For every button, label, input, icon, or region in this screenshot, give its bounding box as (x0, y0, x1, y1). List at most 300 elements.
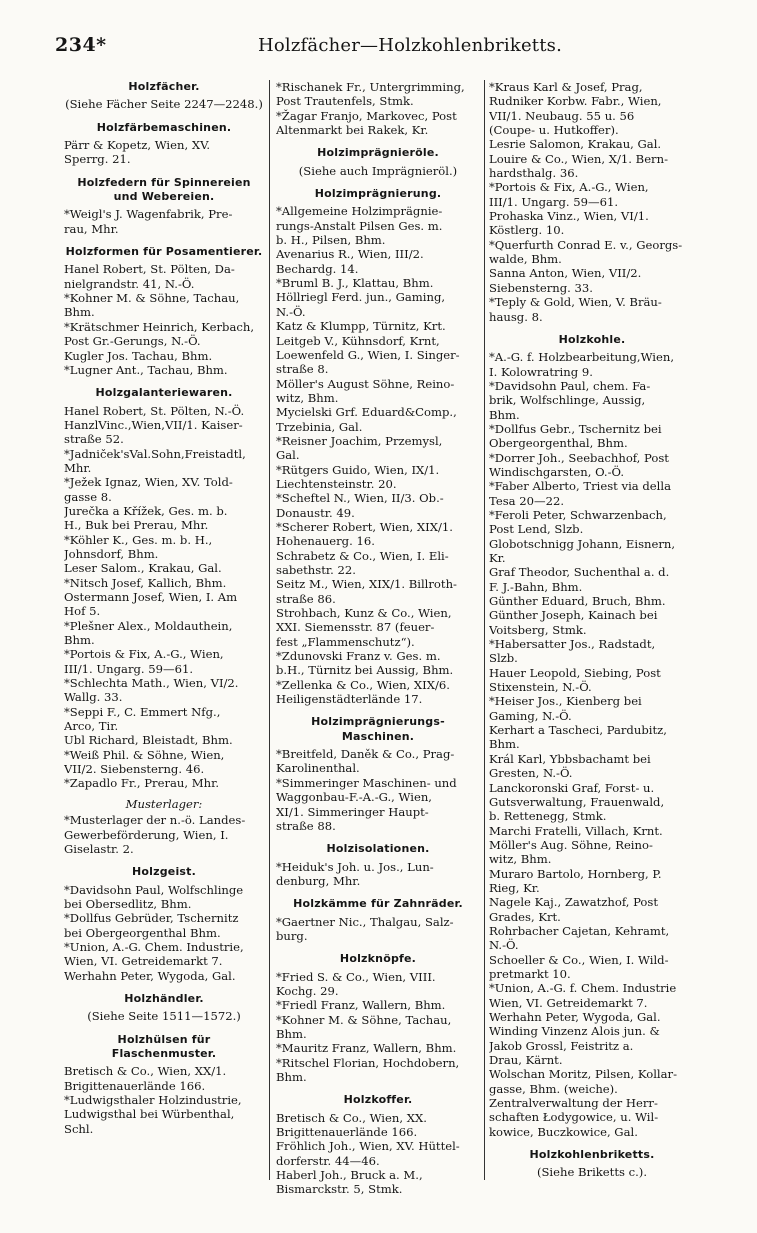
entry-line: Obergeorgenthal, Bhm. (489, 436, 628, 451)
directory-entry (64, 1093, 264, 1136)
directory-entry (276, 80, 480, 109)
directory-entry (64, 590, 264, 619)
directory-entry (276, 204, 480, 247)
directory-entry (64, 349, 264, 363)
entry-line: gasse 8. (64, 489, 112, 504)
entry-line: Bechardg. 14. (276, 261, 359, 276)
entry-line: N.-Ö. (276, 304, 306, 319)
entry-line: Heiligenstädterlände 17. (276, 692, 423, 707)
entry-line: (Coupe- u. Hutkoffer). (489, 123, 619, 138)
column-1 (64, 80, 264, 1220)
entry-line: *Breitfeld, Daněk & Co., Prag- (276, 747, 455, 762)
directory-entry (276, 1139, 480, 1168)
entry-line: Gewerbeförderung, Wien, I. (64, 827, 229, 842)
directory-entry (276, 970, 480, 999)
entry-line: *Portois & Fix, A.-G., Wien, (64, 647, 224, 662)
entry-line: Winding Vinzenz Alois jun. & (489, 1024, 660, 1039)
entry-line: gasse, Bhm. (weiche). (489, 1081, 618, 1096)
directory-entry (489, 266, 695, 295)
entry-line: VII/2. Siebensterng. 46. (64, 762, 205, 777)
entry-line: Prohaska Vinz., Wien, VI/1. (489, 209, 649, 224)
directory-entry (64, 320, 264, 349)
directory-entry (489, 209, 695, 238)
directory-entry (276, 577, 480, 606)
directory-entry (64, 418, 264, 447)
entry-line: Hohenauerg. 16. (276, 534, 375, 549)
entry-line: Schl. (64, 1121, 94, 1136)
entry-line: Ostermann Josef, Wien, I. Am (64, 590, 238, 604)
entry-line: Waggonbau-F.-A.-G., Wien, (276, 790, 432, 805)
directory-entry (276, 434, 480, 463)
directory-entry (64, 447, 264, 476)
entry-line: straße 8. (276, 362, 329, 377)
directory-entry (64, 404, 264, 418)
section-heading: Holzformen für Posamentierer. (65, 245, 263, 259)
directory-entry (276, 1013, 480, 1042)
directory-entry (276, 915, 480, 944)
directory-entry (276, 377, 480, 406)
directory-entry (64, 207, 264, 236)
entry-line: straße 88. (276, 818, 336, 833)
entry-line: *Dollfus Gebr., Tschernitz bei (489, 421, 662, 436)
entry-line: Bhm. (489, 737, 520, 752)
directory-entry (489, 350, 695, 379)
directory-entry (276, 348, 480, 377)
directory-entry (489, 694, 695, 723)
entry-line: *Köhler K., Ges. m. b. H., (64, 532, 213, 547)
directory-entry (64, 733, 264, 747)
entry-line: Schoeller & Co., Wien, I. Wild- (489, 952, 669, 967)
entry-line: sabethstr. 22. (276, 563, 356, 577)
entry-line: Köstlerg. 10. (489, 223, 565, 238)
directory-entry (489, 838, 695, 867)
directory-entry (489, 379, 695, 422)
entry-line: XXI. Siemensstr. 87 (feuer- (276, 620, 435, 635)
entry-line: Slzb. (489, 651, 518, 666)
entry-line: Leser Salom., Krakau, Gal. (64, 561, 222, 576)
directory-entry (276, 491, 480, 520)
entry-line: *Lugner Ant., Tachau, Bhm. (64, 362, 228, 377)
entry-line: Loewenfeld G., Wien, I. Singer- (276, 347, 460, 362)
entry-line: Katz & Klumpp, Türnitz, Krt. (276, 319, 446, 334)
entry-line: Siebensterng. 33. (489, 280, 593, 295)
directory-entry (276, 747, 480, 776)
section-heading: Holzfärbemaschinen. (96, 120, 232, 134)
entry-line: Bismarckstr. 5, Stmk. (276, 1182, 403, 1197)
entry-line: Möller's Aug. Söhne, Reino- (489, 837, 653, 852)
entry-line: nielgrandstr. 41, N.-Ö. (64, 276, 195, 291)
entry-line: Post Lend, Slzb. (489, 522, 584, 537)
entry-line: Bhm. (489, 407, 520, 422)
directory-entry (276, 405, 480, 434)
entry-line: Fröhlich Joh., Wien, XV. Hüttel- (276, 1139, 460, 1154)
entry-line: Giselastr. 2. (64, 841, 134, 856)
entry-line: H., Buk bei Prerau, Mhr. (64, 518, 209, 533)
entry-line: Höllriegl Ferd. jun., Gaming, (276, 290, 446, 305)
entry-line: *Musterlager der n.-ö. Landes- (64, 813, 246, 828)
directory-entry (276, 860, 480, 889)
entry-line: *Kohner M. & Söhne, Tachau, (64, 291, 240, 306)
entry-line: *Fried S. & Co., Wien, VIII. (276, 969, 436, 984)
entry-line: Rohrbacher Cajetan, Kehramt, (489, 923, 670, 938)
entry-line: b.H., Türnitz bei Aussig, Bhm. (276, 663, 454, 678)
directory-entry (489, 924, 695, 953)
entry-line: bei Obergeorgenthal Bhm. (64, 925, 221, 940)
cross-reference: (Siehe Seite 1511—1572.) (87, 1009, 241, 1024)
entry-line: F. J.-Bahn, Bhm. (489, 579, 583, 594)
entry-line: Ludwigsthal bei Würbenthal, (64, 1107, 235, 1122)
entry-line: *Kohner M. & Söhne, Tachau, (276, 1012, 452, 1027)
directory-entry (489, 295, 695, 324)
section-heading: Holzhändler. (124, 991, 204, 1005)
entry-line: *Mauritz Franz, Wallern, Bhm. (276, 1041, 457, 1056)
directory-entry (489, 422, 695, 451)
entry-line: Sperrg. 21. (64, 152, 131, 167)
section-heading: Holzgalanteriewaren. (95, 386, 233, 400)
section-heading: Holzfächer. (128, 80, 200, 93)
entry-line: *Krätschmer Heinrich, Kerbach, (64, 319, 255, 334)
entry-line: straße 52. (64, 432, 124, 447)
entry-line: Nagele Kaj., Zawatzhof, Post (489, 895, 659, 910)
entry-line: Hof 5. (64, 604, 101, 619)
cross-reference: (Siehe auch Imprägnieröl.) (298, 163, 458, 178)
directory-entry (64, 647, 264, 676)
entry-line: Brigittenauerlände 166. (276, 1125, 418, 1140)
entry-line: Werhahn Peter, Wygoda, Gal. (489, 1010, 661, 1024)
entry-line: *Simmeringer Maschinen- und (276, 775, 457, 790)
entry-line: Mhr. (64, 460, 92, 475)
entry-line: Rieg, Kr. (489, 880, 540, 895)
entry-line: Grades, Krt. (489, 909, 561, 924)
entry-line: Pärr & Kopetz, Wien, XV. (64, 138, 211, 153)
entry-line: *Union, A.-G. f. Chem. Industrie (489, 981, 677, 996)
entry-line: Wolschan Moritz, Pilsen, Kollar- (489, 1067, 678, 1082)
entry-line: *Weigl's J. Wagenfabrik, Pre- (64, 207, 233, 222)
section-heading: Holzgeist. (131, 865, 197, 879)
entry-line: Tesa 20—22. (489, 493, 565, 508)
entry-line: fest „Flammenschutz“). (276, 634, 415, 649)
directory-entry (64, 576, 264, 590)
directory-entry (64, 561, 264, 575)
entry-line: *Scheftel N., Wien, II/3. Ob.- (276, 491, 444, 506)
directory-entry (64, 748, 264, 777)
entry-line: *Teply & Gold, Wien, V. Bräu- (489, 295, 662, 310)
entry-line: *Gaertner Nic., Thalgau, Salz- (276, 914, 454, 929)
entry-line: rungs-Anstalt Pilsen Ges. m. (276, 218, 443, 233)
directory-entry (489, 180, 695, 209)
entry-line: *Union, A.-G. Chem. Industrie, (64, 939, 244, 954)
entry-line: *Kraus Karl & Josef, Prag, (489, 80, 643, 94)
entry-line: walde, Bhm. (489, 252, 562, 267)
directory-entry (276, 776, 480, 833)
entry-line: Gresten, N.-Ö. (489, 766, 573, 781)
entry-line: Ubl Richard, Bleistadt, Bhm. (64, 733, 233, 748)
section-heading: Holzkämme für Zahnräder. (293, 897, 463, 911)
entry-line: Bhm. (64, 633, 95, 648)
directory-entry (489, 895, 695, 924)
entry-line: b. H., Pilsen, Bhm. (276, 233, 386, 248)
entry-line: Donaustr. 49. (276, 505, 355, 520)
directory-entry (276, 606, 480, 649)
entry-line: *Habersatter Jos., Radstadt, (489, 637, 656, 652)
entry-line: pretmarkt 10. (489, 966, 571, 981)
section-heading: Holzknöpfe. (339, 952, 417, 966)
entry-line: Brigittenauerlände 166. (64, 1078, 206, 1093)
entry-line: Kr. (489, 551, 506, 565)
entry-line: Kugler Jos. Tachau, Bhm. (64, 348, 213, 363)
entry-line: Muraro Bartolo, Hornberg, P. (489, 866, 662, 881)
entry-line: *Portois & Fix, A.-G., Wien, (489, 180, 649, 195)
entry-line: Kochg. 29. (276, 983, 339, 998)
directory-entry (64, 533, 264, 562)
directory-entry (64, 262, 264, 291)
entry-line: Lanckoronski Graf, Forst- u. (489, 780, 655, 795)
directory-entry (276, 463, 480, 492)
entry-line: Karolinenthal. (276, 761, 360, 776)
entry-line: Lesrie Salomon, Krakau, Gal. (489, 137, 662, 152)
entry-line: *Weiß Phil. & Söhne, Wien, (64, 747, 225, 762)
section-heading: Holzimprägnierung. (314, 187, 442, 201)
entry-line: *Ježek Ignaz, Wien, XV. Told- (64, 475, 233, 490)
directory-entry (64, 883, 264, 912)
entry-line: *Rütgers Guido, Wien, IX/1. (276, 462, 440, 477)
directory-entry (64, 619, 264, 648)
directory-entry (489, 508, 695, 537)
entry-line: denburg, Mhr. (276, 873, 361, 888)
entry-line: Louire & Co., Wien, X/1. Bern- (489, 151, 668, 166)
entry-line: *Feroli Peter, Schwarzenbach, (489, 507, 667, 522)
entry-line: Jurečka a Křížek, Ges. m. b. (64, 503, 228, 518)
entry-line: *Querfurth Conrad E. v., Georgs- (489, 237, 683, 252)
running-title: Holzfächer—Holzkohlenbriketts. (257, 35, 563, 56)
entry-line: *Dorrer Joh., Seebachhof, Post (489, 450, 669, 465)
entry-line: Gutsverwaltung, Frauenwald, (489, 794, 665, 809)
entry-line: HanzlVinc.,Wien,VII/1. Kaiser- (64, 417, 243, 432)
section-heading: Holzfedern für Spinnereien und Webereien. (77, 175, 251, 204)
subheading: Musterlager: (125, 796, 203, 811)
entry-line: III/1. Ungarg. 59—61. (489, 194, 619, 209)
entry-line: *Nitsch Josef, Kallich, Bhm. (64, 575, 227, 590)
entry-line: Avenarius R., Wien, III/2. (276, 247, 424, 262)
entry-line: Wallg. 33. (64, 690, 123, 705)
entry-line: Bhm. (276, 1070, 307, 1084)
directory-entry (489, 867, 695, 896)
entry-line: Schrabetz & Co., Wien, I. Eli- (276, 548, 449, 563)
directory-entry (489, 1067, 695, 1096)
entry-line: hausg. 8. (489, 309, 543, 324)
entry-line: *Bruml B. J., Klattau, Bhm. (276, 276, 434, 291)
entry-line: Hanel Robert, St. Pölten, Da- (64, 262, 235, 277)
directory-entry (489, 238, 695, 267)
entry-line: *Zellenka & Co., Wien, XIX/6. (276, 677, 450, 692)
directory-entry (276, 1168, 480, 1197)
entry-line: *Reisner Joachim, Przemysl, (276, 433, 443, 448)
entry-line: bei Obersedlitz, Bhm. (64, 896, 192, 911)
entry-line: burg. (276, 928, 308, 943)
directory-entry (64, 969, 264, 983)
entry-line: *Rischanek Fr., Untergrimming, (276, 80, 465, 94)
entry-line: Marchi Fratelli, Villach, Krnt. (489, 823, 663, 838)
entry-line: I. Kolowratring 9. (489, 364, 593, 379)
entry-line: Wien, VI. Getreidemarkt 7. (489, 995, 648, 1010)
cross-reference: (Siehe Fächer Seite 2247—2248.) (65, 97, 263, 112)
directory-entry (276, 1041, 480, 1055)
directory-entry (489, 1096, 695, 1139)
directory-entry (489, 479, 695, 508)
entry-line: *Zdunovski Franz v. Ges. m. (276, 649, 441, 664)
directory-entry (276, 520, 480, 549)
entry-line: *Plešner Alex., Moldauthein, (64, 618, 233, 633)
entry-line: *A.-G. f. Holzbearbeitung,Wien, (489, 350, 675, 365)
page-number: 234* (55, 34, 107, 56)
directory-entry (489, 1024, 695, 1067)
entry-line: Altenmarkt bei Rakek, Kr. (276, 123, 429, 138)
entry-line: Gal. (276, 448, 300, 463)
entry-line: witz, Bhm. (489, 852, 552, 867)
entry-line: Bretisch & Co., Wien, XX/1. (64, 1064, 227, 1079)
entry-line: Trzebinia, Gal. (276, 419, 363, 434)
directory-entry (276, 247, 480, 276)
directory-entry (64, 676, 264, 705)
directory-entry (489, 953, 695, 982)
directory-entry (276, 334, 480, 348)
directory-entry (64, 705, 264, 734)
entry-line: *Heiser Jos., Kienberg bei (489, 694, 642, 709)
entry-line: Hauer Leopold, Siebing, Post (489, 665, 661, 680)
column-rule (484, 80, 485, 1180)
directory-entry (276, 678, 480, 707)
directory-entry (489, 723, 695, 752)
entry-line: Strohbach, Kunz & Co., Wien, (276, 606, 452, 621)
entry-line: *Seppi F., C. Emmert Nfg., (64, 704, 221, 719)
entry-line: *Žagar Franjo, Markovec, Post (276, 108, 457, 123)
directory-entry (64, 1064, 264, 1093)
entry-line: brik, Wolfschlinge, Aussig, (489, 393, 646, 408)
directory-entry (64, 940, 264, 969)
directory-entry (64, 138, 264, 167)
entry-line: Bhm. (64, 305, 95, 320)
entry-line: Haberl Joh., Bruck a. M., (276, 1168, 423, 1183)
directory-entry (489, 80, 695, 137)
directory-entry (64, 291, 264, 320)
section-heading: Holzimprägnieröle. (317, 146, 439, 160)
entry-line: Möller's August Söhne, Reino- (276, 376, 455, 391)
entry-line: *Dollfus Gebrüder, Tschernitz (64, 911, 239, 926)
entry-line: *Davidsohn Paul, Wolfschlinge (64, 882, 244, 897)
directory-entry (489, 608, 695, 637)
entry-line: Post Gr.-Gerungs, N.-Ö. (64, 334, 201, 349)
directory-entry (489, 981, 695, 1010)
section-heading: Holzkoffer. (343, 1093, 413, 1107)
entry-line: Král Karl, Ybbsbachamt bei (489, 751, 651, 766)
entry-line: Werhahn Peter, Wygoda, Gal. (64, 968, 236, 983)
entry-line: Sanna Anton, Wien, VII/2. (489, 266, 642, 281)
entry-line: Johnsdorf, Bhm. (64, 546, 159, 561)
entry-line: straße 86. (276, 591, 336, 606)
entry-line: Seitz M., Wien, XIX/1. Billroth- (276, 577, 457, 592)
entry-line: Mycielski Grf. Eduard&Comp., (276, 405, 457, 420)
entry-line: *Heiduk's Joh. u. Jos., Lun- (276, 859, 434, 874)
directory-entry (489, 752, 695, 781)
cross-reference: (Siehe Briketts c.). (536, 1165, 648, 1180)
directory-entry (276, 998, 480, 1012)
directory-entry (276, 109, 480, 138)
directory-entry (489, 594, 695, 608)
entry-line: Globotschnigg Johann, Eisnern, (489, 536, 676, 551)
entry-line: *Scherer Robert, Wien, XIX/1. (276, 519, 453, 534)
entry-line: VII/1. Neubaug. 55 u. 56 (489, 108, 635, 123)
entry-line: Günther Joseph, Kainach bei (489, 608, 658, 623)
entry-line: Bhm. (276, 1026, 307, 1041)
directory-entry (489, 824, 695, 838)
column-3 (489, 80, 695, 1220)
section-heading: Holzkohlenbriketts. (529, 1148, 655, 1162)
section-heading: Holzimprägnierungs-Maschinen. (311, 715, 445, 743)
entry-line: Zentralverwaltung der Herr- (489, 1096, 658, 1111)
entry-line: Graf Theodor, Suchenthal a. d. (489, 565, 670, 580)
directory-entry (276, 276, 480, 290)
entry-line: Leitgeb V., Kühnsdorf, Krnt, (276, 333, 440, 348)
directory-entry (276, 649, 480, 678)
entry-line: hardsthalg. 36. (489, 166, 579, 181)
entry-line: *Ritschel Florian, Hochdobern, (276, 1055, 460, 1070)
directory-entry (489, 781, 695, 824)
entry-line: rau, Mhr. (64, 221, 119, 236)
column-rule (269, 80, 270, 1180)
entry-line: III/1. Ungarg. 59—61. (64, 661, 194, 676)
directory-entry (489, 152, 695, 181)
column-2 (276, 80, 480, 1220)
entry-line: Arco, Tir. (64, 719, 119, 734)
entry-line: *Faber Alberto, Triest via della (489, 479, 671, 494)
entry-line: kowice, Buczkowice, Gal. (489, 1124, 638, 1139)
directory-entry (276, 549, 480, 578)
directory-entry (489, 451, 695, 480)
entry-line: Jakob Grossl, Feistritz a. (489, 1038, 634, 1053)
entry-line: Voitsberg, Stmk. (489, 622, 587, 637)
entry-line: *Ludwigsthaler Holzindustrie, (64, 1093, 242, 1107)
directory-entry (276, 1111, 480, 1140)
entry-line: Günther Eduard, Bruch, Bhm. (489, 594, 666, 609)
entry-line: XI/1. Simmeringer Haupt- (276, 804, 429, 819)
directory-entry (64, 475, 264, 504)
directory-entry (489, 137, 695, 151)
entry-line: Hanel Robert, St. Pölten, N.-Ö. (64, 403, 245, 418)
directory-entry (64, 363, 264, 377)
directory-entry (489, 666, 695, 695)
directory-entry (64, 776, 264, 790)
directory-entry (489, 637, 695, 666)
entry-line: Wien, VI. Getreidemarkt 7. (64, 954, 223, 969)
directory-entry (489, 537, 695, 566)
directory-entry (64, 911, 264, 940)
entry-line: Gaming, N.-Ö. (489, 708, 572, 723)
entry-line: Bretisch & Co., Wien, XX. (276, 1110, 427, 1125)
entry-line: Kerhart a Tascheci, Pardubitz, (489, 723, 667, 738)
directory-entry (64, 504, 264, 533)
entry-line: Stixenstein, N.-Ö. (489, 680, 592, 695)
page-header (55, 34, 705, 60)
directory-entry (276, 1056, 480, 1085)
entry-line: b. Rettenegg, Stmk. (489, 809, 607, 824)
entry-line: Windischgarsten, O.-Ö. (489, 464, 625, 479)
directory-entry (64, 813, 264, 856)
section-heading: Holzhülsen für Flaschenmuster. (111, 1032, 217, 1060)
section-heading: Holzkohle. (558, 332, 626, 346)
entry-line: schaften Łodygowice, u. Wil- (489, 1110, 659, 1125)
directory-entry (276, 290, 480, 319)
section-heading: Holzisolationen. (326, 842, 430, 856)
